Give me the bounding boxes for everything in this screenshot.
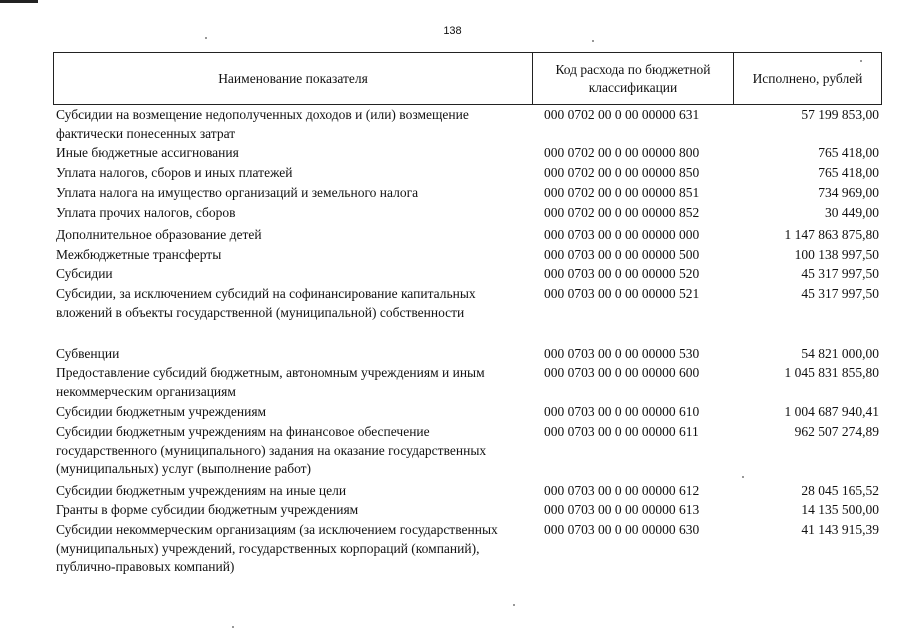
budget-code: 000 0703 00 0 00 00000 500 xyxy=(544,247,700,262)
table-row xyxy=(53,403,882,423)
header-name-column: Наименование показателя xyxy=(54,53,533,104)
executed-amount: 45 317 997,50 xyxy=(801,266,879,281)
indicator-name: Субсидии некоммерческим организациям (за исключением государственных (муниципальных) учреждений, государственных корпораций (компаний), публично-правовых компаний) xyxy=(56,522,498,574)
header-code-column: Код расхода по бюджетной классификации xyxy=(533,53,734,104)
executed-amount: 14 135 500,00 xyxy=(801,502,879,517)
table-row xyxy=(53,521,882,579)
executed-amount: 1 147 863 875,80 xyxy=(784,227,879,242)
budget-code: 000 0702 00 0 00 00000 800 xyxy=(544,145,700,160)
table-row xyxy=(53,423,882,482)
table-row xyxy=(53,265,882,285)
indicator-name: Субсидии бюджетным учреждениям на иные цели xyxy=(56,483,347,498)
indicator-name: Уплата налога на имущество организаций и земельного налога xyxy=(56,185,419,200)
table-row xyxy=(53,246,882,265)
executed-amount: 100 138 997,50 xyxy=(794,247,879,262)
scan-corner-mark xyxy=(0,0,38,3)
executed-amount: 765 418,00 xyxy=(818,145,879,160)
budget-code: 000 0703 00 0 00 00000 613 xyxy=(544,502,700,517)
budget-code: 000 0703 00 0 00 00000 521 xyxy=(544,286,700,301)
executed-amount: 1 004 687 940,41 xyxy=(784,404,879,419)
indicator-name: Субсидии xyxy=(56,266,113,281)
executed-amount: 54 821 000,00 xyxy=(801,346,879,361)
table-row xyxy=(53,226,882,246)
indicator-name: Субсидии, за исключением субсидий на софинансирование капитальных вложений в объекты государственной (муниципальной) собственности xyxy=(56,286,476,320)
indicator-name: Гранты в форме субсидии бюджетным учреждениям xyxy=(56,502,359,517)
budget-code: 000 0703 00 0 00 00000 610 xyxy=(544,404,700,419)
budget-code: 000 0702 00 0 00 00000 850 xyxy=(544,165,700,180)
scan-speck xyxy=(592,40,594,42)
table-body xyxy=(53,106,882,579)
table-row xyxy=(53,482,882,501)
executed-amount: 1 045 831 855,80 xyxy=(784,365,879,380)
executed-amount: 30 449,00 xyxy=(825,205,879,220)
table-row xyxy=(53,345,882,364)
budget-code: 000 0703 00 0 00 00000 600 xyxy=(544,365,700,380)
indicator-name: Межбюджетные трансферты xyxy=(56,247,222,262)
indicator-name: Предоставление субсидий бюджетным, автономным учреждениям и иным некоммерческим организациям xyxy=(56,365,485,399)
table-row xyxy=(53,106,882,144)
executed-amount: 57 199 853,00 xyxy=(801,107,879,122)
scan-speck xyxy=(513,604,515,606)
budget-code: 000 0703 00 0 00 00000 000 xyxy=(544,227,700,242)
indicator-name: Субсидии бюджетным учреждениям на финансовое обеспечение государственного (муниципального) задания на оказание государственных (муниципальных) услуг (выполнение работ) xyxy=(56,424,487,476)
indicator-name: Уплата прочих налогов, сборов xyxy=(56,205,236,220)
scan-speck xyxy=(205,37,207,39)
table-row xyxy=(53,204,882,226)
budget-code: 000 0702 00 0 00 00000 852 xyxy=(544,205,700,220)
scan-speck xyxy=(232,626,234,628)
table-header xyxy=(53,52,882,105)
executed-amount: 45 317 997,50 xyxy=(801,286,879,301)
budget-code: 000 0703 00 0 00 00000 612 xyxy=(544,483,700,498)
indicator-name: Уплата налогов, сборов и иных платежей xyxy=(56,165,293,180)
executed-amount: 28 045 165,52 xyxy=(801,483,879,498)
budget-code: 000 0702 00 0 00 00000 851 xyxy=(544,185,700,200)
indicator-name: Иные бюджетные ассигнования xyxy=(56,145,239,160)
indicator-name: Субвенции xyxy=(56,346,120,361)
indicator-name: Субсидии на возмещение недополученных доходов и (или) возмещение фактически понесенных затрат xyxy=(56,107,469,141)
page-number: 138 xyxy=(443,25,462,37)
table-row xyxy=(53,144,882,164)
executed-amount: 962 507 274,89 xyxy=(794,424,879,439)
executed-amount: 765 418,00 xyxy=(818,165,879,180)
executed-amount: 41 143 915,39 xyxy=(801,522,879,537)
indicator-name: Дополнительное образование детей xyxy=(56,227,262,242)
budget-code: 000 0703 00 0 00 00000 630 xyxy=(544,522,700,537)
table-row xyxy=(53,184,882,204)
executed-amount: 734 969,00 xyxy=(818,185,879,200)
table-row xyxy=(53,285,882,345)
budget-code: 000 0703 00 0 00 00000 530 xyxy=(544,346,700,361)
budget-code: 000 0702 00 0 00 00000 631 xyxy=(544,107,700,122)
budget-code: 000 0703 00 0 00 00000 520 xyxy=(544,266,700,281)
indicator-name: Субсидии бюджетным учреждениям xyxy=(56,404,267,419)
header-executed-column: Исполнено, рублей xyxy=(752,70,863,86)
table-row xyxy=(53,164,882,184)
table-row xyxy=(53,364,882,403)
table-row xyxy=(53,501,882,521)
budget-code: 000 0703 00 0 00 00000 611 xyxy=(544,424,699,439)
